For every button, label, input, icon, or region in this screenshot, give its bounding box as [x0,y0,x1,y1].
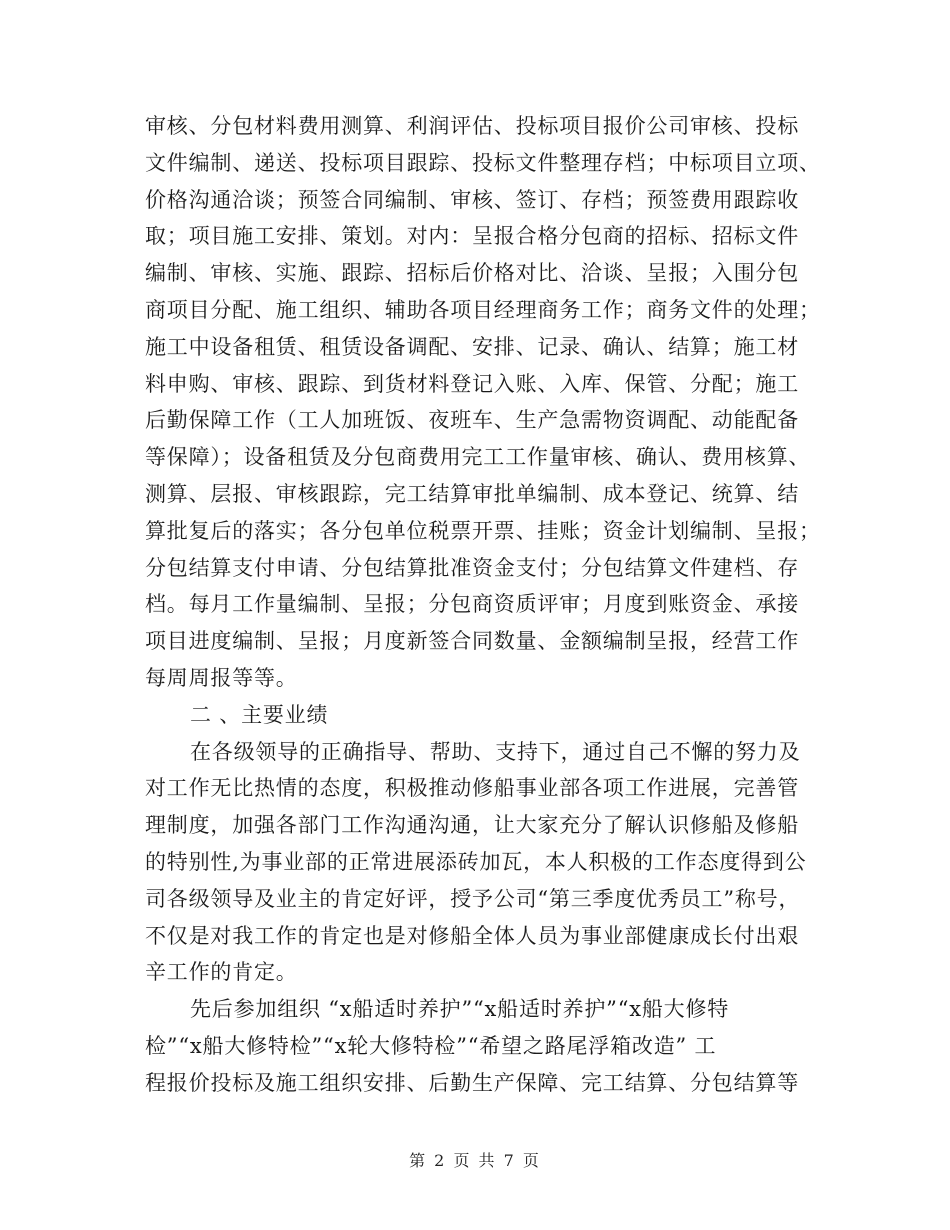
text-line: 审核、分包材料费用测算、利润评估、投标项目报价公司审核、投标 [145,114,799,138]
text-line: 料申购、审核、跟踪、到货材料登记入账、入库、保管、分配；施工 [145,371,799,396]
text-line: 辛工作的肯定。 [145,960,298,985]
text-line: 商项目分配、施工组织、辅助各项目经理商务工作；商务文件的处理； [145,297,821,322]
text-line: 测算、层报、审核跟踪，完工结算审批单编制、成本登记、统算、结 [145,481,799,506]
text-line: 等保障）；设备租赁及分包商费用完工工作量审核、确认、费用核算、 [145,445,811,470]
text-line: 对工作无比热情的态度，积极推动修船事业部各项工作进展，完善管 [145,776,799,801]
text-line: 后勤保障工作（工人加班饭、夜班车、生产急需物资调配、动能配备 [145,408,799,433]
text-line: 程报价投标及施工组织安排、后勤生产保障、完工结算、分包结算等 [145,1070,799,1095]
text-line: 不仅是对我工作的肯定也是对修船全体人员为事业部健康成长付出艰 [145,923,799,948]
text-line: 检”“x船大修特检”“x轮大修特检”“希望之路尾浮箱改造” 工 [145,1033,717,1058]
page-number-footer: 第 2 页 共 7 页 [409,1151,541,1170]
text-line: 价格沟通洽谈；预签合同编制、审核、签订、存档；预签费用跟踪收 [145,187,799,212]
text-line: 档。每月工作量编制、呈报；分包商资质评审；月度到账资金、承接 [145,592,799,617]
text-line: 项目进度编制、呈报；月度新签合同数量、金额编制呈报，经营工作 [145,629,799,654]
body-text [145,108,821,1102]
text-line: 的特别性,为事业部的正常进展添砖加瓦，本人积极的工作态度得到公 [145,849,807,874]
text-line: 取；项目施工安排、策划。对内：呈报合格分包商的招标、招标文件 [145,224,799,249]
paragraph-first-line: 在各级领导的正确指导、帮助、支持下，通过自己不懈的努力及 [190,739,801,764]
text-line: 分包结算支付申请、分包结算批准资金支付；分包结算文件建档、存 [145,555,799,580]
text-line: 算批复后的落实；各分包单位税票开票、挂账；资金计划编制、呈报； [145,518,821,543]
text-line: 理制度，加强各部门工作沟通沟通，让大家充分了解认识修船及修船 [145,813,799,838]
text-line: 编制、审核、实施、跟踪、招标后价格对比、洽谈、呈报；入围分包 [145,261,799,286]
text-line: 每周周报等等。 [145,665,298,690]
text-line: 司各级领导及业主的肯定好评，授予公司“第三季度优秀员工”称号， [145,886,801,911]
paragraph-first-line: 先后参加组织 “x船适时养护”“x船适时养护”“x船大修特 [190,997,730,1022]
text-line: 文件编制、递送、投标项目跟踪、投标文件整理存档；中标项目立项、 [145,150,821,175]
section-heading: 二 、主要业绩 [190,702,329,727]
text-line: 施工中设备租赁、租赁设备调配、安排、记录、确认、结算；施工材 [145,334,799,359]
